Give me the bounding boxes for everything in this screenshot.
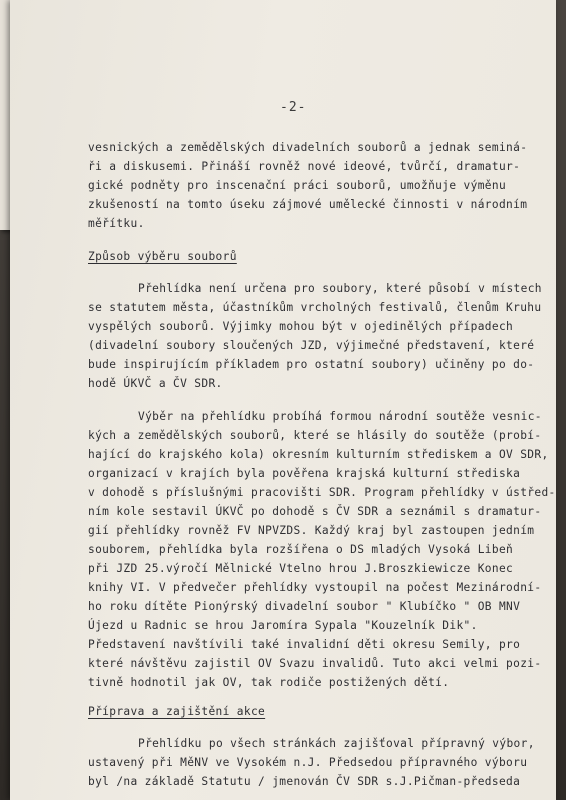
- text-line: které návštěvu zajistil OV Svazu invalidů. Tuto akci velmi pozi-: [88, 657, 542, 670]
- text-line: při JZD 25.výročí Mělnické Vtelno hrou J.Broszkiewicze Konec: [88, 562, 514, 575]
- text-line: byl /na základě Statutu / jmenován ČV SDR s.J.Pičman-předseda: [88, 775, 521, 788]
- text-line: v dohodě s příslušnými pracovišti SDR. Program přehlídky v ústřed-: [88, 486, 556, 499]
- text-line: hodě ÚKVČ a ČV SDR.: [88, 377, 223, 390]
- text-line: Přehlídka není určena pro soubory, které působí v místech: [138, 282, 542, 295]
- text-line: (divadelní soubory sloučených JZD, výjimečné představení, které: [88, 339, 535, 352]
- text-line: se statutem města, účastníkům vrcholných festivalů, členům Kruhu: [88, 301, 542, 314]
- text-line: knihy VI. V předvečer přehlídky vystoupil na počest Mezinárodní-: [88, 581, 542, 594]
- text-line: tivně hodnotil jak OV, tak rodiče postižených dětí.: [88, 676, 450, 689]
- text-line: Přehlídku po všech stránkách zajišťoval přípravný výbor,: [138, 737, 535, 750]
- text-line: bude inspirujícím příkladem pro ostatní soubory) učiněny po do-: [88, 358, 535, 371]
- text-line: vesnických a zemědělských divadelních souborů a jednak seminá-: [88, 141, 528, 154]
- text-line: ním kole sestavil ÚKVČ po dohodě s ČV SDR a seznámil s dramatur-: [88, 505, 542, 518]
- section-heading: Způsob výběru souborů: [88, 250, 237, 263]
- text-line: měřítku.: [88, 217, 145, 230]
- text-line: gické podněty pro inscenační práci souborů, umožňuje výměnu: [88, 179, 507, 192]
- text-line: zkušeností na tomto úseku zájmové umělecké činnosti v národním: [88, 198, 528, 211]
- text-line: Představení navštívili také invalidní děti okresu Semily, pro: [88, 638, 521, 651]
- text-line: organizací v krajích byla pověřena krajská kulturní střediska: [88, 467, 521, 480]
- text-line: kých a zemědělských souborů, které se hlásily do soutěže (probí-: [88, 429, 542, 442]
- text-line: ho roku dítěte Pionýrský divadelní soubor " Klubíčko " OB MNV: [88, 600, 521, 613]
- text-line: ři a diskusemi. Přináší rovněž nové ideové, tvůrčí, dramatur-: [88, 160, 521, 173]
- document-page: [10, 0, 556, 800]
- text-line: souborem, přehlídka byla rozšířena o DS mladých Vysoká Libeň: [88, 543, 514, 556]
- page-number: -2-: [280, 100, 307, 115]
- text-line: Újezd u Radnic se hrou Jaromíra Sypala "Kouzelník Dik".: [88, 619, 478, 632]
- text-line: hající do krajského kola) okresním kulturním střediskem a OV SDR,: [88, 448, 549, 461]
- text-line: gií přehlídky rovněž FV NPVZDS. Každý kraj byl zastoupen jedním: [88, 524, 535, 537]
- text-line: Výběr na přehlídku probíhá formou národní soutěže vesnic-: [138, 410, 542, 423]
- section-heading: Příprava a zajištění akce: [88, 705, 266, 718]
- text-line: ustavený při MěNV ve Vysokém n.J. Předsedou přípravného výboru: [88, 756, 528, 769]
- text-line: vyspělých souborů. Výjimky mohou být v ojedinělých případech: [88, 320, 514, 333]
